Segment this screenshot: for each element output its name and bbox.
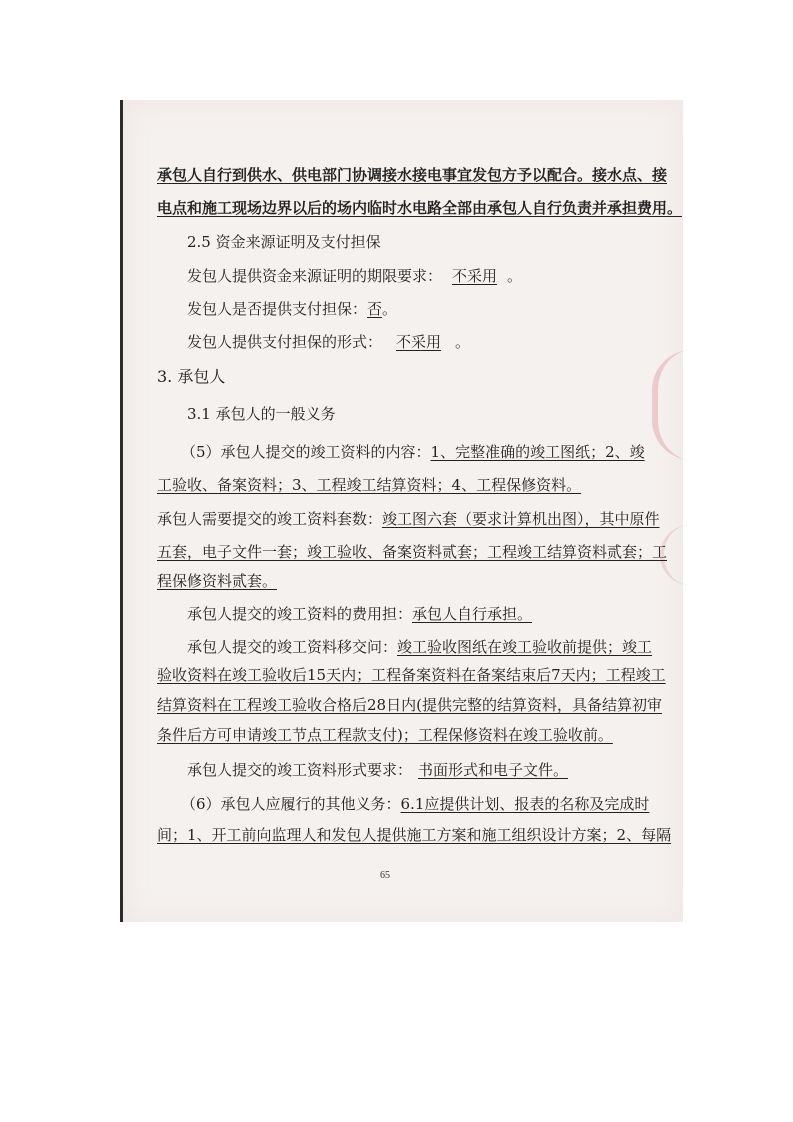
text-line: 五套，电子文件一套；竣工验收、备案资料贰套；工程竣工结算资料贰套；工 bbox=[157, 543, 668, 561]
section-heading: 2.5 资金来源证明及支付担保 bbox=[187, 233, 381, 251]
text-line: （5）承包人提交的竣工资料的内容：1、完整准确的竣工图纸；2、竣 bbox=[181, 443, 645, 461]
red-seal-stamp bbox=[652, 350, 698, 460]
text-line: 发包人提供资金来源证明的期限要求： 不采用 。 bbox=[187, 267, 523, 285]
text-line: 间；1、开工前向监理人和发包人提供施工方案和施工组织设计方案；2、每隔 bbox=[157, 826, 672, 844]
text-line: 电点和施工现场边界以后的场内临时水电路全部由承包人自行负责并承担费用。 bbox=[157, 199, 683, 217]
page-number: 65 bbox=[380, 870, 390, 881]
text-line: 承包人提交的竣工资料移交问：竣工验收图纸在竣工验收前提供；竣工 bbox=[187, 638, 653, 656]
text-line: 承包人提交的竣工资料形式要求： 书面形式和电子文件。 bbox=[187, 761, 569, 779]
text-line: 发包人提供支付担保的形式： 不采用 。 bbox=[187, 333, 471, 351]
text-line: 验收资料在竣工验收后15天内；工程备案资料在备案结束后7天内；工程竣工 bbox=[157, 666, 666, 684]
text-line: 结算资料在工程竣工验收合格后28日内(提供完整的结算资料，具备结算初审 bbox=[157, 696, 662, 714]
text-line: 工验收、备案资料；3、工程竣工结算资料；4、工程保修资料。 bbox=[157, 476, 582, 494]
text-line: 程保修资料贰套。 bbox=[157, 572, 278, 590]
text-line: 条件后方可申请竣工节点工程款支付)；工程保修资料在竣工验收前。 bbox=[157, 726, 613, 744]
chapter-heading: 3. 承包人 bbox=[157, 367, 226, 386]
section-heading: 3.1 承包人的一般义务 bbox=[187, 405, 336, 423]
text-line: 承包人需要提交的竣工资料套数：竣工图六套（要求计算机出图），其中原件 bbox=[157, 510, 660, 528]
text-line: 承包人自行到供水、供电部门协调接水接电事宜发包方予以配合。接水点、接 bbox=[157, 166, 668, 184]
text-line: 承包人提交的竣工资料的费用担：承包人自行承担。 bbox=[187, 605, 533, 623]
text-line: （6）承包人应履行的其他义务：6.1应提供计划、报表的名称及完成时 bbox=[181, 795, 650, 813]
text-line: 发包人是否提供支付担保：否。 bbox=[187, 300, 398, 318]
